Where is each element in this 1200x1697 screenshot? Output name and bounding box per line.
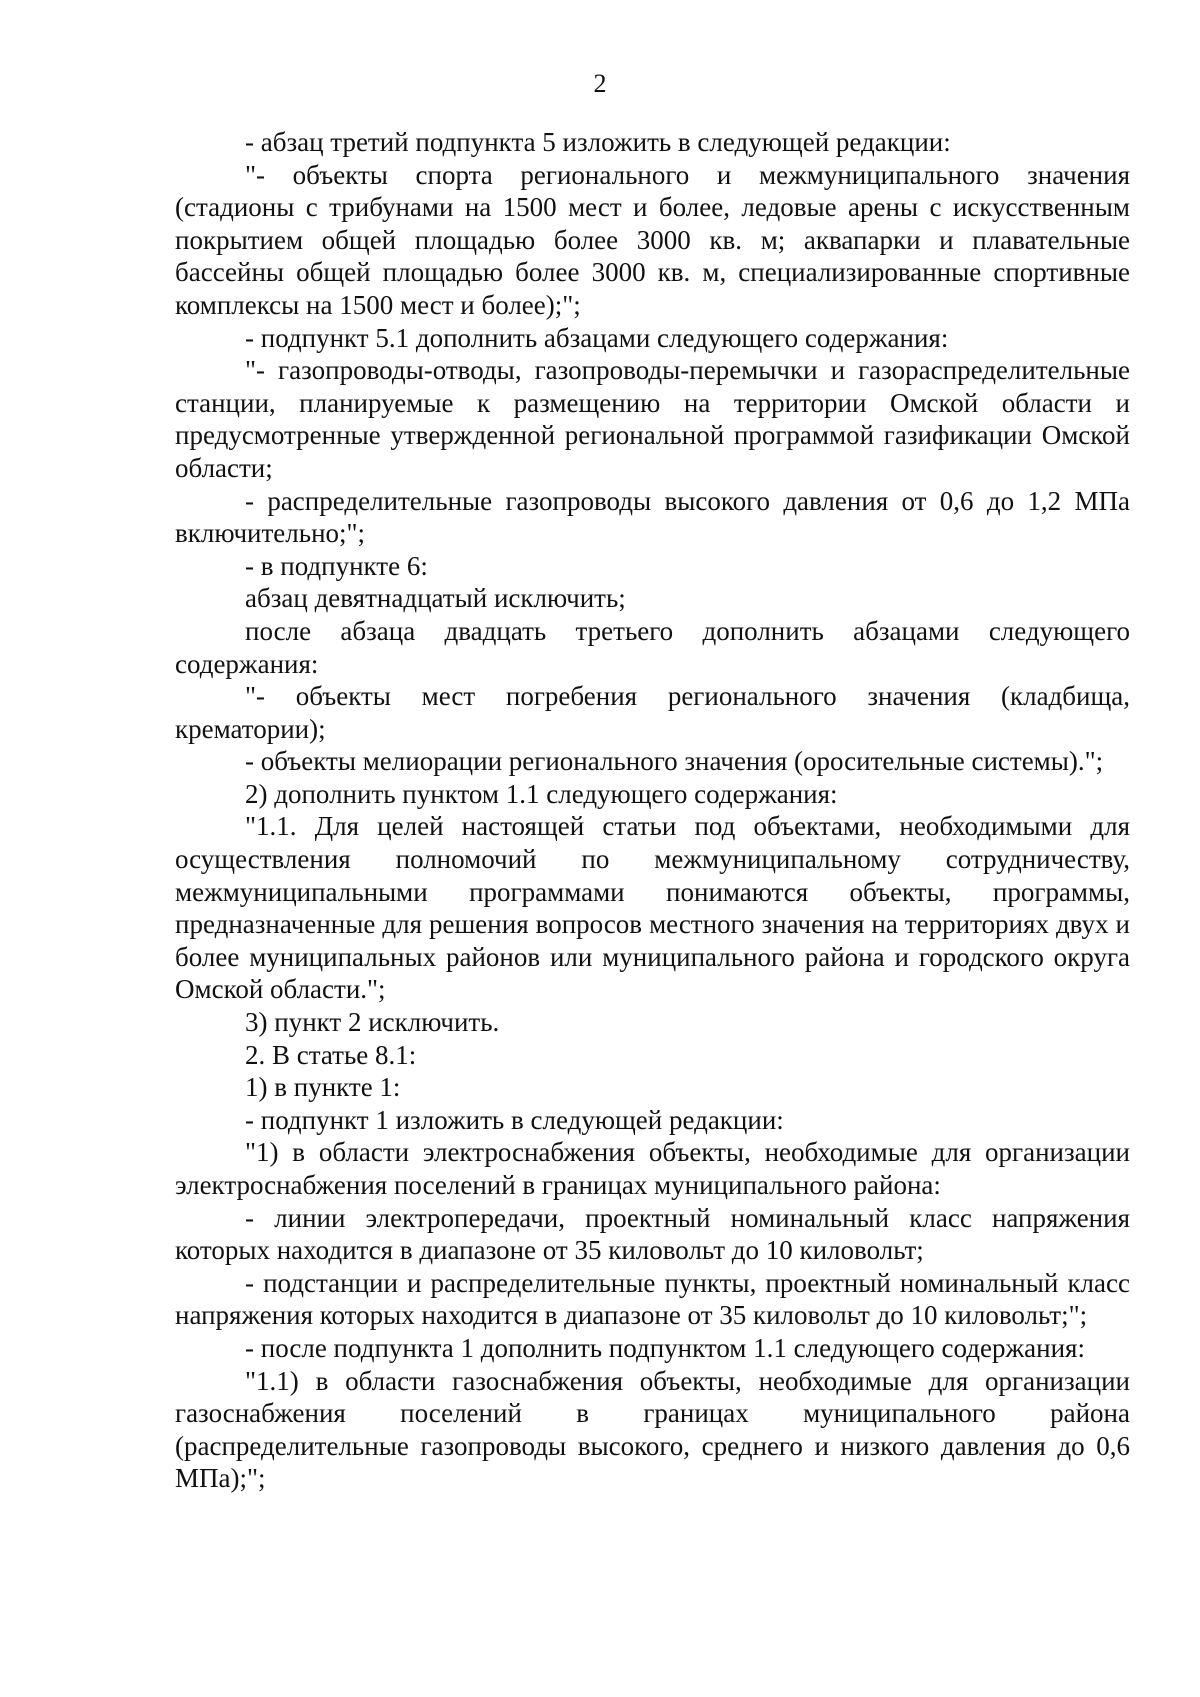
paragraph: "- газопроводы-отводы, газопроводы-перемычки и газораспределительные станции, планируемые к размещению на территории Омской области и предусмотренные утвержденной региональной программой газификации Омской области; [175,355,1130,483]
paragraph: "1) в области электроснабжения объекты, необходимые для организации электроснабжения поселений в границах муниципального района: [175,1137,1130,1200]
paragraph: "- объекты спорта регионального и межмуниципального значения (стадионы с трибунами на 1500 мест и более, ледовые арены с искусственным покрытием общей площадью более 3000 кв. м; аквапарки и плавательные бассейны общей площадью более 3000 кв. м, специализированные спортивные комплексы на 1500 мест и более);"; [175,159,1130,320]
paragraph: - подпункт 5.1 дополнить абзацами следующего содержания: [245,322,949,353]
paragraph: 2. В статье 8.1: [245,1039,417,1070]
paragraph: 2) дополнить пунктом 1.1 следующего содержания: [245,778,838,809]
paragraph: - распределительные газопроводы высокого давления от 0,6 до 1,2 МПа включительно;"; [175,485,1130,549]
page-number: 2 [593,69,607,98]
paragraph: - объекты мелиорации регионального значения (оросительные системы)."; [245,746,1104,777]
document-body [175,126,1130,1495]
paragraph: - в подпункте 6: [245,550,428,581]
paragraph: - после подпункта 1 дополнить подпунктом 1.1 следующего содержания: [245,1332,1085,1363]
paragraph: абзац девятнадцатый исключить; [245,583,626,614]
paragraph: "1.1) в области газоснабжения объекты, необходимые для организации газоснабжения поселений в границах муниципального района (распределительные газопроводы высокого, среднего и низкого давления до 0,6 МПа);"; [175,1365,1130,1494]
paragraph: - абзац третий подпункта 5 изложить в следующей редакции: [245,127,951,157]
paragraph: - линии электропередачи, проектный номинальный класс напряжения которых находится в диапазоне от 35 киловольт до 10 киловольт; [175,1202,1130,1266]
paragraph: 3) пункт 2 исключить. [245,1007,500,1038]
paragraph: - подпункт 1 изложить в следующей редакции: [245,1104,784,1135]
paragraph: 1) в пункте 1: [245,1072,401,1103]
paragraph: - подстанции и распределительные пункты, проектный номинальный класс напряжения которых находится в диапазоне от 35 киловольт до 10 киловольт;"; [175,1267,1130,1331]
paragraph: "- объекты мест погребения регионального значения (кладбища, крематории); [175,681,1130,744]
paragraph: "1.1. Для целей настоящей статьи под объектами, необходимыми для осуществления полномочий по межмуниципальному сотрудничеству, межмуниципальными программами понимаются объекты, программы, предназначенные для решения вопросов местного значения на территориях двух и более муниципальных районов или муниципального района и городского округа Омской области."; [175,811,1130,1005]
paragraph: после абзаца двадцать третьего дополнить абзацами следующего содержания: [175,615,1130,679]
